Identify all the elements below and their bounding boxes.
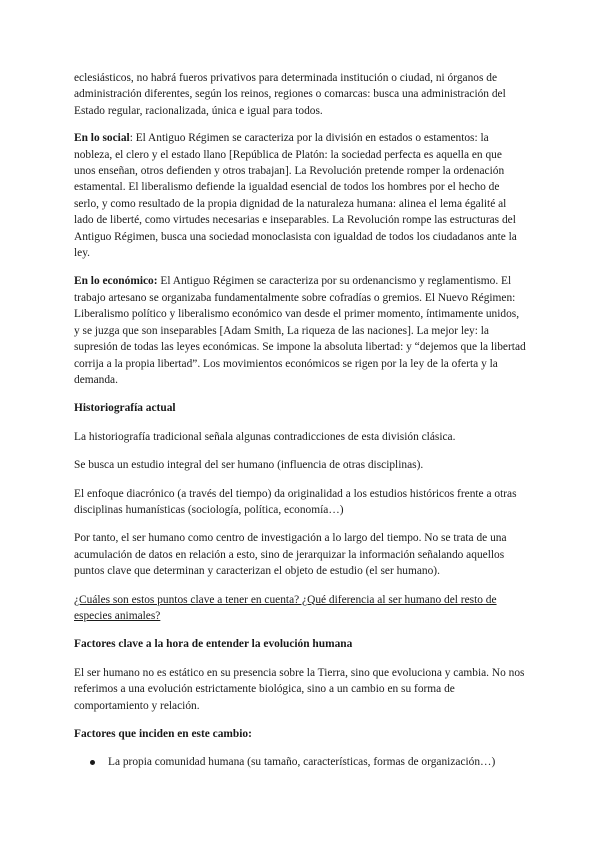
list-item-text: La propia comunidad humana (su tamaño, características, formas de organización…) [108,756,496,769]
label-social: En lo social [74,132,130,145]
text-economico: El Antiguo Régimen se caracteriza por su ordenancismo y reglamentismo. El trabajo artesano se organizaba fundamentalmente sobre cofradías o gremios. El Nuevo Régimen: Liberalismo político y liberalismo económico van desde el primer momento, íntimamente unidos, y se juzga que son inseparables [Adam Smith, La riqueza de las naciones]. La mejor ley: la supresión de todas las leyes económicas. Se impone la absoluta libertad: y “dejemos que la libertad corrija a la propia libertad”. Los movimientos económicos se rigen por la ley de la oferta y la demanda. [74,275,526,386]
heading-factores-cambio: Factores que inciden en este cambio: [74,728,252,740]
paragraph-historiografia-tradicional: La historiografía tradicional señala algunas contradicciones de esta división clásica. [74,430,456,443]
paragraph-ser-humano-evoluciona: El ser humano no es estático en su presencia sobre la Tierra, sino que evoluciona y cambia. No nos referimos a una evolución estrictamente biológica, sino a un cambio en su forma de comportamiento y relación. [74,666,525,712]
paragraph-estudio-integral: Se busca un estudio integral del ser humano (influencia de otras disciplinas). [74,459,424,472]
paragraph-ser-humano-centro: Por tanto, el ser humano como centro de investigación a lo largo del tiempo. No se trata de una acumulación de datos en relación a esto, sino de jerarquizar la información señalando aquellos puntos clave que determinan y caracterizan el objeto de estudio (el ser humano). [74,532,507,578]
heading-factores-clave: Factores clave a la hora de entender la evolución humana [74,638,353,651]
paragraph-administracion: eclesiásticos, no habrá fueros privativos para determinada institución o ciudad, ni órganos de administración diferentes, según los reinos, regiones o comarcas: busca una administración del Estado regular, racionalizada, única e igual para todos. [74,72,506,117]
paragraph-social [74,130,526,261]
text-social: : El Antiguo Régimen se caracteriza por la división en estados o estamentos: la nobleza, el clero y el estado llano [República de Platón: la sociedad perfecta es aquella en que unos enseñan, otros defienden y otros trabajan]. La Revolución pretende romper la ordenación estamental. El liberalismo defiende la igualdad esencial de todos los hombres por el hecho de serlo, y como resultado de la propia dignidad de la naturaleza humana: alinea el lema égalité al lado de liberté, como virtudes necesarias e inseparables. La Revolución rompe las estructuras del Antiguo Régimen, busca una sociedad monoclasista con igualdad de todos los ciudadanos ante la ley. [74,132,517,260]
paragraph-enfoque-diacronico: El enfoque diacrónico (a través del tiempo) da originalidad a los estudios históricos frente a otras disciplinas humanísticas (sociología, política, economía…) [74,487,517,516]
list-item [74,754,526,770]
bullet-icon [90,760,95,765]
label-economico: En lo económico: [74,275,158,288]
document-page [74,70,526,771]
bullet-list [74,754,526,770]
paragraph-pregunta: ¿Cuáles son estos puntos clave a tener en cuenta? ¿Qué diferencia al ser humano del resto de especies animales? [74,593,497,622]
heading-historiografia: Historiografía actual [74,402,176,415]
paragraph-economico [74,273,526,388]
